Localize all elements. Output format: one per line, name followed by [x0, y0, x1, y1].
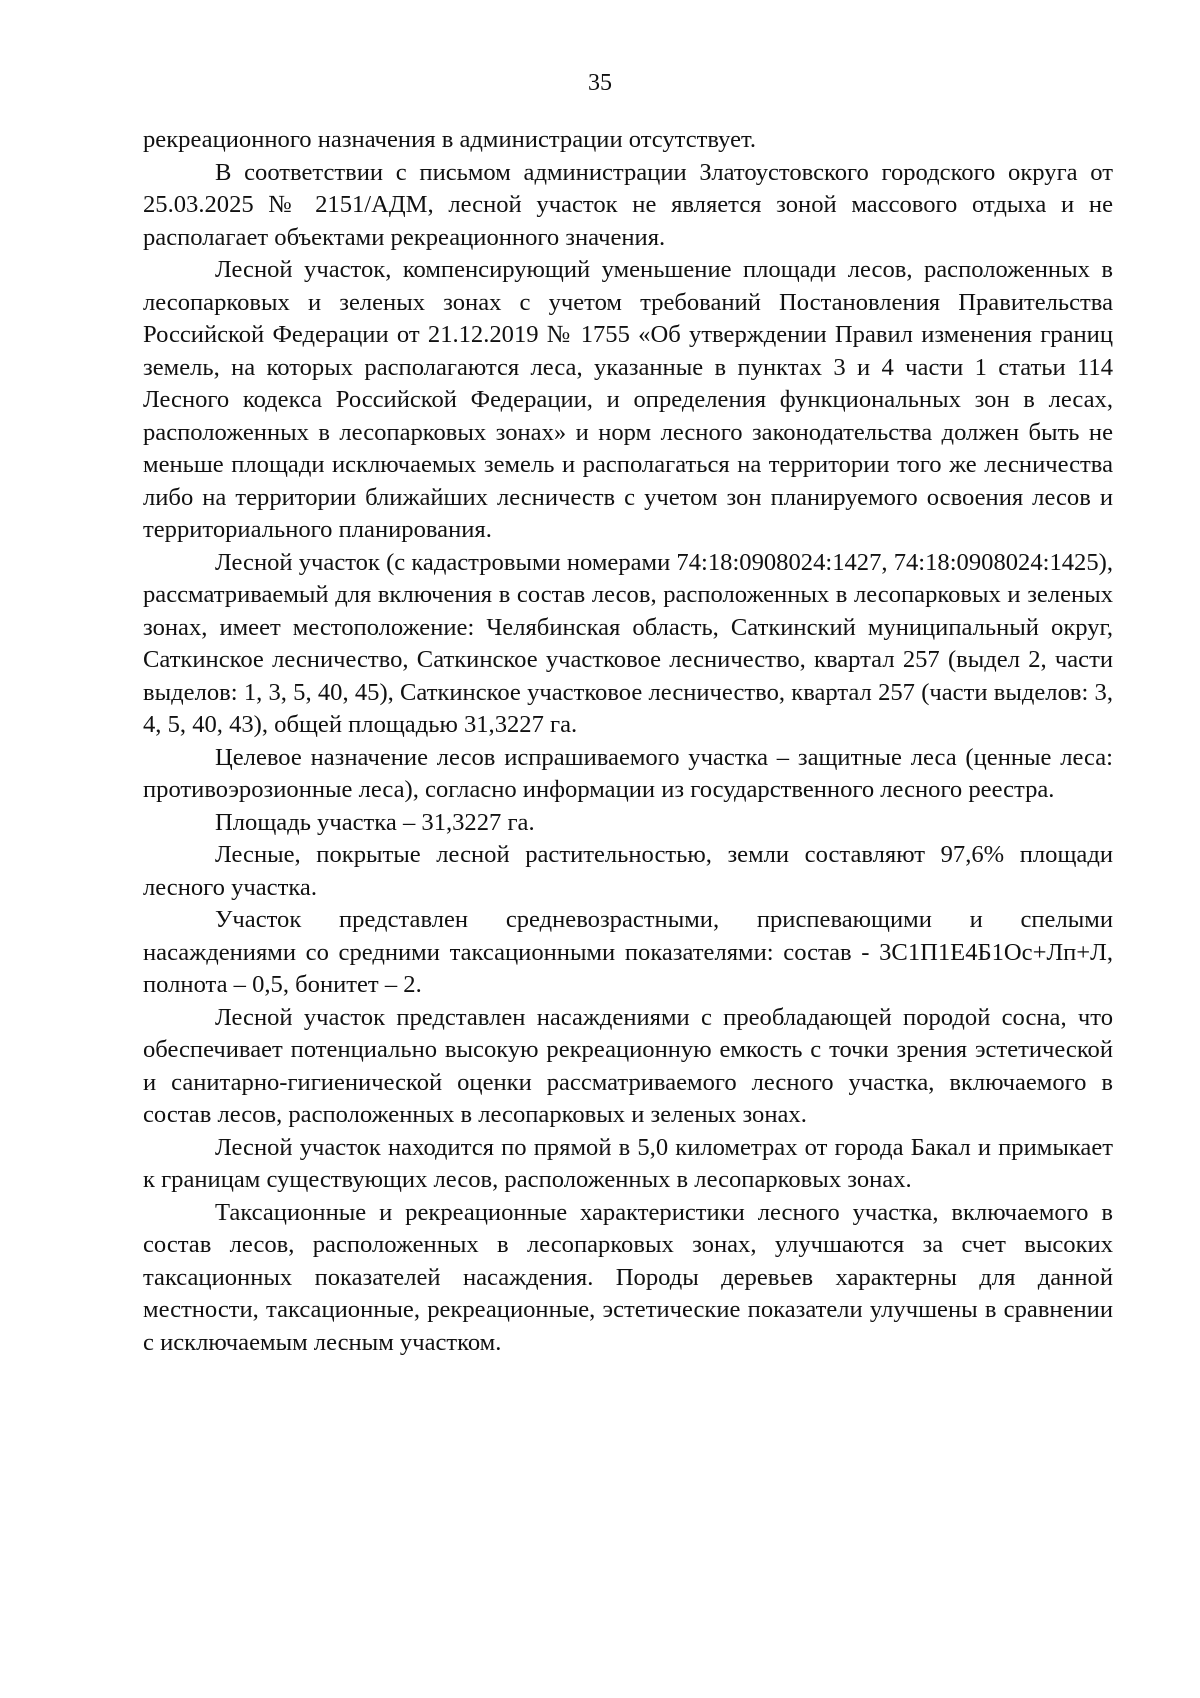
- paragraph-plot-area: Площадь участка – 31,3227 га.: [215, 808, 535, 836]
- page-number: 35: [588, 70, 612, 96]
- paragraph-forest-cover: Лесные, покрытые лесной растительностью, земли составляют 97,6% площади лесного участка.: [143, 841, 1113, 901]
- paragraph-admin-letter: В соответствии с письмом администрации Златоустовского городского округа от 25.03.2025 № 2151/АДМ, лесной участок не является зоной массового отдыха и не располагает объектами рекреационного значения.: [143, 158, 1113, 251]
- paragraph-compensation-requirements: Лесной участок, компенсирующий уменьшение площади лесов, расположенных в лесопарковых и зеленых зонах с учетом требований Постановления Правительства Российской Федерации от 21.12.2019 № 1755 «Об утверждении Правил изменения границ земель, на которых располагаются леса, указанные в пунктах 3 и 4 части 1 статьи 114 Лесного кодекса Российской Федерации, и определения функциональных зон в лесах, расположенных в лесопарковых зонах» и норм лесного законодательства должен быть не меньше площади исключаемых земель и располагаться на территории того же лесничества либо на территории ближайших лесничеств с учетом зон планируемого освоения лесов и территориального планирования.: [143, 256, 1113, 543]
- paragraph-distance-bakal: Лесной участок находится по прямой в 5,0 километрах от города Бакал и примыкает к границам существующих лесов, расположенных в лесопарковых зонах.: [143, 1133, 1113, 1193]
- paragraph-stand-composition: Участок представлен средневозрастными, приспевающими и спелыми насаждениями со средними таксационными показателями: состав - 3С1П1Е4Б1Ос+Лп+Л, полнота – 0,5, бонитет – 2.: [143, 906, 1113, 998]
- document-body: [143, 124, 1113, 1359]
- paragraph-characteristics-conclusion: Таксационные и рекреационные характеристики лесного участка, включаемого в состав лесов, расположенных в лесопарковых зонах, улучшаются за счет высоких таксационных показателей насаждения. Породы деревьев характерны для данной местности, таксационные, рекреационные, эстетические показатели улучшены в сравнении с исключаемым лесным участком.: [143, 1198, 1113, 1356]
- paragraph-recreational-capacity: Лесной участок представлен насаждениями с преобладающей породой сосна, что обеспечивает потенциально высокую рекреационную емкость с точки зрения эстетической и санитарно-гигиенической оценки рассматриваемого лесного участка, включаемого в состав лесов, расположенных в лесопарковых и зеленых зонах.: [143, 1003, 1113, 1128]
- paragraph-continuation: рекреационного назначения в администрации отсутствует.: [143, 126, 757, 153]
- paragraph-target-purpose: Целевое назначение лесов испрашиваемого участка – защитные леса (ценные леса: противоэрозионные леса), согласно информации из государственного лесного реестра.: [143, 743, 1113, 803]
- paragraph-plot-location: Лесной участок (с кадастровыми номерами 74:18:0908024:1427, 74:18:0908024:1425), рассматриваемый для включения в состав лесов, расположенных в лесопарковых и зеленых зонах, имеет местоположение: Челябинская область, Саткинский муниципальный округ, Саткинское лесничество, Саткинское участковое лесничество, квартал 257 (выдел 2, части выделов: 1, 3, 5, 40, 45), Саткинское участковое лесничество, квартал 257 (части выделов: 3, 4, 5, 40, 43), общей площадью 31,3227 га.: [143, 548, 1113, 738]
